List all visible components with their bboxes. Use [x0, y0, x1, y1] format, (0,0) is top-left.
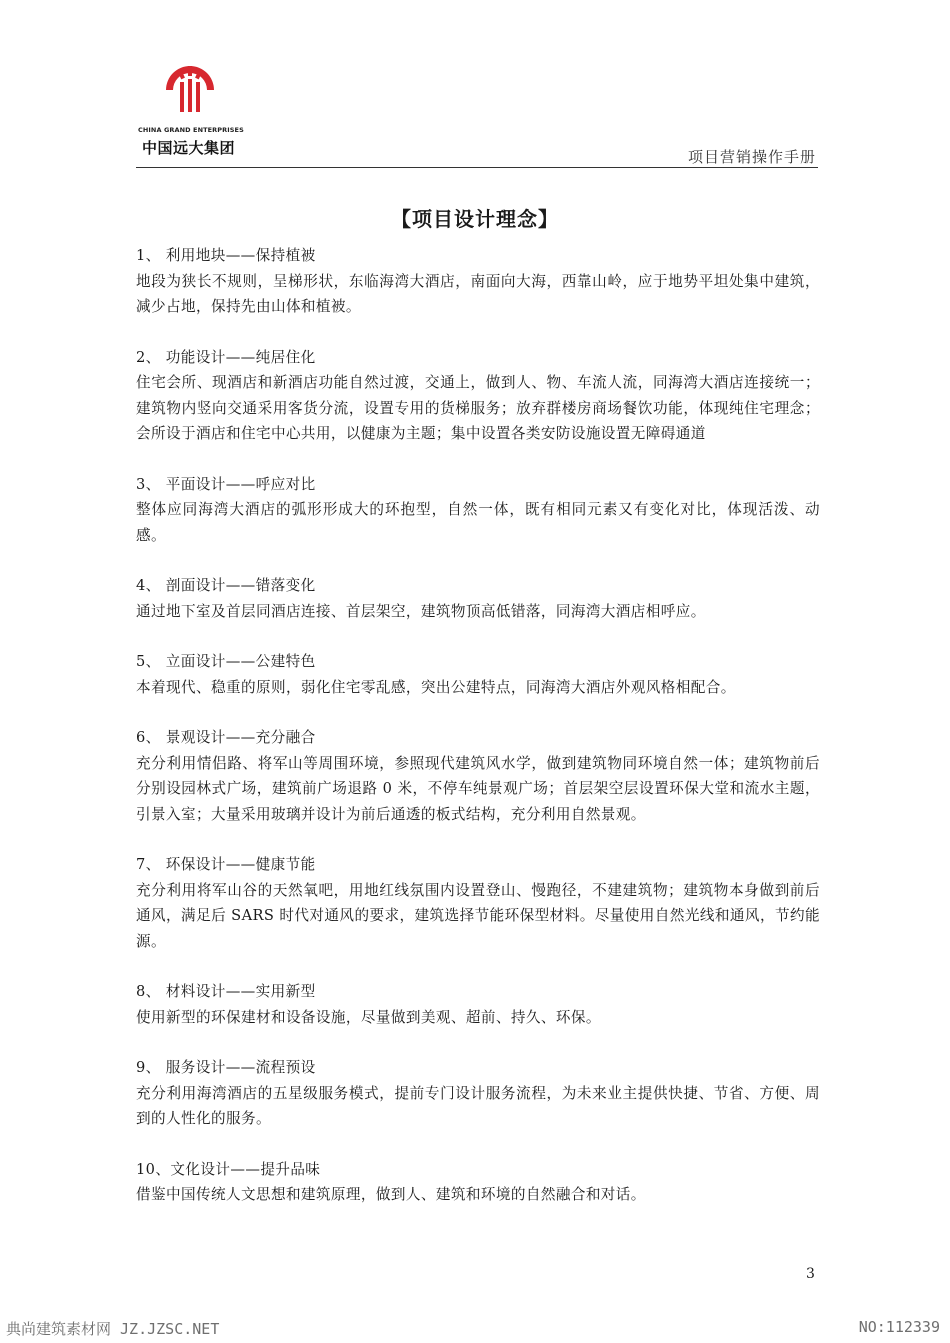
logo-emblem-icon [164, 66, 216, 116]
section-1 [136, 243, 820, 320]
page-title: 【项目设计理念】 [391, 207, 559, 231]
section-body: 整体应同海湾大酒店的弧形形成大的环抱型，自然一体，既有相同元素又有变化对比，体现活泼、动感。 [136, 501, 820, 544]
section-body: 本着现代、稳重的原则，弱化住宅零乱感，突出公建特点，同海湾大酒店外观风格相配合。 [136, 678, 736, 696]
watermark-site: 典尚建筑素材网 JZ.JZSC.NET [6, 1320, 220, 1338]
section-9 [136, 1055, 820, 1132]
section-heading: 2、 功能设计——纯居住化 [136, 348, 316, 366]
section-4 [136, 573, 820, 624]
section-2 [136, 345, 820, 447]
section-3 [136, 472, 820, 549]
logo-english-name: CHINA GRAND ENTERPRISES [138, 126, 244, 134]
section-10 [136, 1157, 820, 1208]
section-heading: 10、文化设计——提升品味 [136, 1160, 321, 1178]
section-heading: 3、 平面设计——呼应对比 [136, 475, 316, 493]
company-logo [138, 66, 258, 166]
section-heading: 9、 服务设计——流程预设 [136, 1059, 316, 1076]
section-heading: 7、 环保设计——健康节能 [136, 856, 316, 873]
section-7 [136, 852, 820, 954]
section-heading: 8、 材料设计——实用新型 [136, 983, 316, 1000]
section-6 [136, 725, 820, 827]
manual-title: 项目营销操作手册 [687, 148, 816, 166]
section-5 [136, 649, 820, 700]
section-body: 住宅会所、现酒店和新酒店功能自然过渡，交通上，做到人、物、车流人流，同海湾大酒店连接统一；建筑物内竖向交通采用客货分流，设置专用的货梯服务；放弃群楼房商场餐饮功能，体现纯住宅理念；会所设于酒店和住宅中心共用，以健康为主题；集中设置各类安防设施设置无障碍通道 [136, 374, 820, 442]
section-body: 充分利用海湾酒店的五星级服务模式，提前专门设计服务流程，为未来业主提供快捷、节省、方便、周到的人性化的服务。 [136, 1084, 820, 1127]
section-body: 使用新型的环保建材和设备设施，尽量做到美观、超前、持久、环保。 [136, 1008, 601, 1026]
watermark-number: NO:112339 [858, 1318, 940, 1336]
section-body: 地段为狭长不规则，呈梯形状，东临海湾大酒店，南面向大海，西靠山岭，应于地势平坦处集中建筑，减少占地，保持先由山体和植被。 [136, 272, 820, 315]
document-body [136, 243, 820, 1233]
logo-chinese-name: 中国远大集团 [142, 139, 236, 157]
section-body: 充分利用将军山谷的天然氧吧，用地红线氛围内设置登山、慢跑径，不建建筑物；建筑物本身做到前后通风，满足后 SARS 时代对通风的要求，建筑选择节能环保型材料。尽量使用自然光线和通风，节约能源。 [136, 881, 820, 950]
section-heading: 4、 剖面设计——错落变化 [136, 577, 316, 594]
section-body: 借鉴中国传统人文思想和建筑原理，做到人、建筑和环境的自然融合和对话。 [136, 1186, 646, 1203]
section-body: 充分利用情侣路、将军山等周围环境，参照现代建筑风水学，做到建筑物同环境自然一体；建筑物前后分别设园林式广场，建筑前广场退路 0 米，不停车纯景观广场；首层架空层设置环保大堂和流水主题，引景入室；大量采用玻璃并设计为前后通透的板式结构，充分利用自然景观。 [136, 754, 820, 823]
header-divider [136, 167, 818, 168]
section-heading: 1、 利用地块——保持植被 [136, 247, 316, 264]
section-heading: 5、 立面设计——公建特色 [136, 653, 316, 670]
page-number: 3 [806, 1266, 815, 1282]
section-body: 通过地下室及首层同酒店连接、首层架空，建筑物顶高低错落，同海湾大酒店相呼应。 [136, 602, 706, 620]
section-heading: 6、 景观设计——充分融合 [136, 729, 316, 746]
section-8 [136, 979, 820, 1030]
